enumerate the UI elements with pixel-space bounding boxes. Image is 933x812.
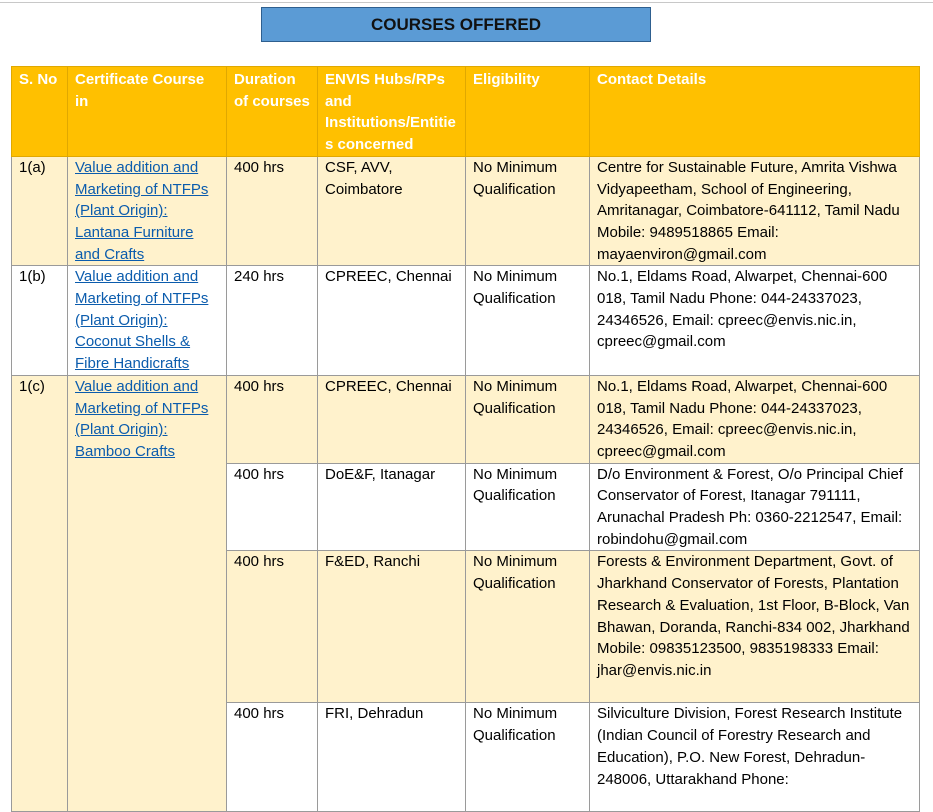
page-title: COURSES OFFERED [261, 7, 651, 42]
cell-eligibility: No Minimum Qualification [466, 156, 590, 266]
cell-hub: CPREEC, Chennai [318, 375, 466, 463]
cell-duration: 400 hrs [227, 551, 318, 703]
cell-sno: 1(b) [12, 266, 68, 376]
table-row [12, 375, 920, 463]
col-header-contact: Contact Details [590, 67, 920, 157]
cell-sno: 1(a) [12, 156, 68, 266]
course-link[interactable]: Value addition and Marketing of NTFPs (Plant Origin): Bamboo Crafts [75, 377, 209, 460]
cell-contact: Centre for Sustainable Future, Amrita Vishwa Vidyapeetham, School of Engineering, Amritanagar, Coimbatore-641112, Tamil Nadu Mobile: 9489518865 Email: mayaenviron@gmail.com [590, 156, 920, 266]
cell-duration: 400 hrs [227, 156, 318, 266]
cell-contact: D/o Environment & Forest, O/o Principal Chief Conservator of Forest, Itanagar 791111, Arunachal Pradesh Ph: 0360-2212547, Email: robindohu@gmail.com [590, 463, 920, 551]
cell-hub: F&ED, Ranchi [318, 551, 466, 703]
cell-course [68, 156, 227, 266]
cell-duration: 240 hrs [227, 266, 318, 376]
col-header-sno: S. No [12, 67, 68, 157]
cell-sno: 1(c) [12, 375, 68, 812]
cell-hub: FRI, Dehradun [318, 703, 466, 812]
cell-contact: Forests & Environment Department, Govt. of Jharkhand Conservator of Forests, Plantation Research & Evaluation, 1st Floor, B-Block, Van Bhawan, Doranda, Ranchi-834 002, Jharkhand Mobile: 09835123500, 9835198333 Email: jhar@envis.nic.in [590, 551, 920, 703]
col-header-duration: Duration of courses [227, 67, 318, 157]
course-link[interactable]: Value addition and Marketing of NTFPs (Plant Origin): Lantana Furniture and Crafts [75, 158, 209, 263]
cell-duration: 400 hrs [227, 375, 318, 463]
col-header-course: Certificate Course in [68, 67, 227, 157]
table-row [12, 156, 920, 266]
cell-eligibility: No Minimum Qualification [466, 375, 590, 463]
cell-eligibility: No Minimum Qualification [466, 551, 590, 703]
cell-eligibility: No Minimum Qualification [466, 463, 590, 551]
cell-contact: No.1, Eldams Road, Alwarpet, Chennai-600 018, Tamil Nadu Phone: 044-24337023, 24346526, Email: cpreec@envis.nic.in, cpreec@gmail.com [590, 375, 920, 463]
table-header-row [12, 67, 920, 157]
cell-duration: 400 hrs [227, 703, 318, 812]
cell-hub: DoE&F, Itanagar [318, 463, 466, 551]
courses-table [11, 66, 920, 812]
cell-contact: No.1, Eldams Road, Alwarpet, Chennai-600 018, Tamil Nadu Phone: 044-24337023, 24346526, Email: cpreec@envis.nic.in, cpreec@gmail.com [590, 266, 920, 376]
cell-hub: CSF, AVV, Coimbatore [318, 156, 466, 266]
cell-course [68, 375, 227, 812]
col-header-eligibility: Eligibility [466, 67, 590, 157]
cell-course [68, 266, 227, 376]
cell-hub: CPREEC, Chennai [318, 266, 466, 376]
table-row [12, 266, 920, 376]
top-rule [0, 2, 933, 3]
cell-eligibility: No Minimum Qualification [466, 266, 590, 376]
col-header-hub: ENVIS Hubs/RPs and Institutions/Entities concerned [318, 67, 466, 157]
cell-contact: Silviculture Division, Forest Research Institute (Indian Council of Forestry Research and Education), P.O. New Forest, Dehradun-248006, Uttarakhand Phone: [590, 703, 920, 812]
course-link[interactable]: Value addition and Marketing of NTFPs (Plant Origin): Coconut Shells & Fibre Handicrafts [75, 268, 209, 373]
cell-eligibility: No Minimum Qualification [466, 703, 590, 812]
cell-duration: 400 hrs [227, 463, 318, 551]
